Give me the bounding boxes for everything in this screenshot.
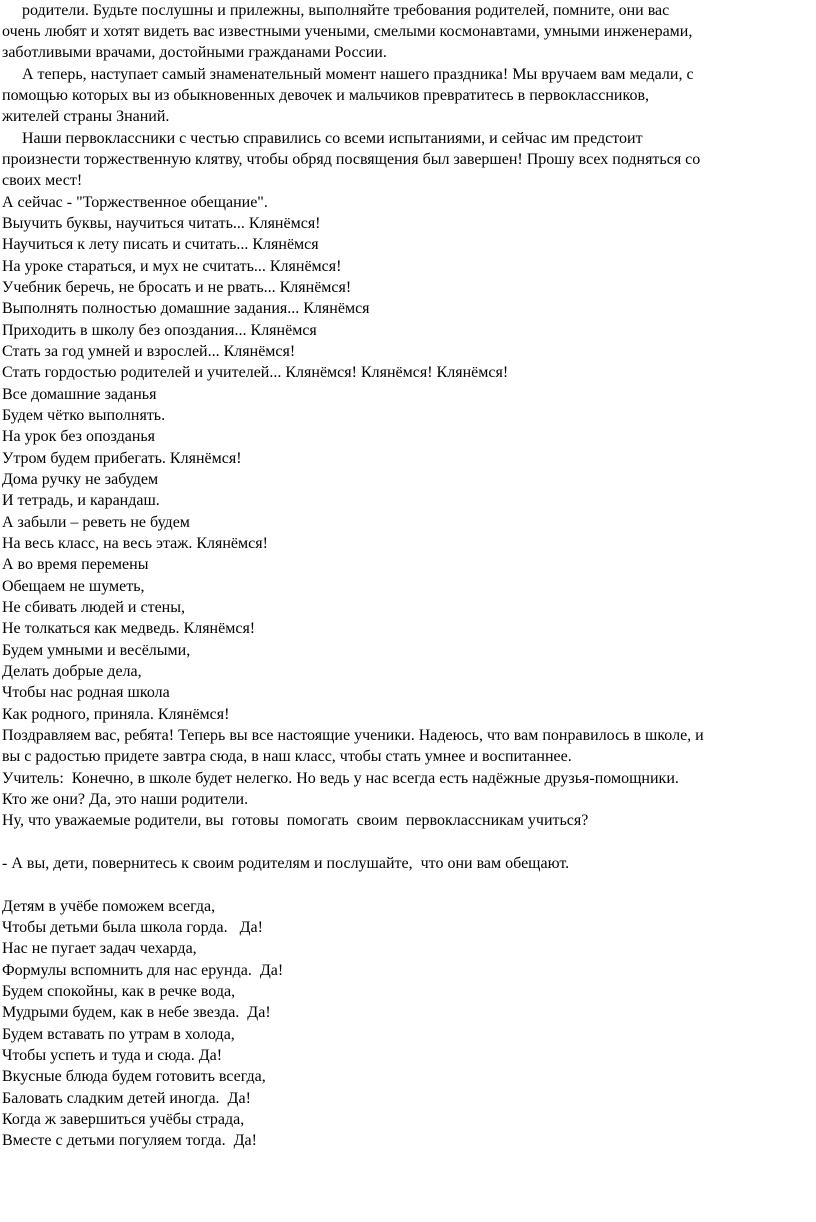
text-line: На уроке стараться, и мух не считать... Клянёмся! [2, 258, 342, 275]
text-line: А во время перемены [2, 556, 149, 573]
text-line: очень любят и хотят видеть вас известными учеными, смелыми космонавтами, умными инженерами, [2, 23, 693, 40]
text-line: Утром будем прибегать. Клянёмся! [2, 450, 242, 467]
text-line: Вместе с детьми погуляем тогда. Да! [2, 1132, 257, 1149]
text-line: Поздравляем вас, ребята! Теперь вы все настоящие ученики. Надеюсь, что вам понравилось в школе, и [2, 727, 704, 744]
text-line: И тетрадь, и карандаш. [2, 492, 160, 509]
text-line: Вкусные блюда будем готовить всегда, [2, 1068, 266, 1085]
text-line: Будем спокойны, как в речке вода, [2, 983, 236, 1000]
text-line: помощью которых вы из обыкновенных девочек и мальчиков превратитесь в первоклассников, [2, 87, 650, 104]
text-line: А сейчас - "Торжественное обещание". [2, 194, 268, 211]
text-line: Чтобы детьми была школа горда. Да! [2, 919, 263, 936]
text-line: Приходить в школу без опоздания... Клянёмся [2, 322, 317, 339]
text-line: Ну, что уважаемые родители, вы готовы помогать своим первоклассникам учиться? [2, 812, 589, 829]
text-line: Выполнять полностью домашние задания... Клянёмся [2, 300, 370, 317]
text-line: жителей страны Знаний. [2, 108, 170, 125]
text-line: Обещаем не шуметь, [2, 578, 145, 595]
text-line: - А вы, дети, повернитесь к своим родителям и послушайте, что они вам обещают. [2, 855, 570, 872]
text-line: Чтобы нас родная школа [2, 684, 170, 701]
text-line: На урок без опозданья [2, 428, 156, 445]
text-line: Мудрыми будем, как в небе звезда. Да! [2, 1004, 271, 1021]
text-line: Все домашние заданья [2, 386, 157, 403]
text-line: Чтобы успеть и туда и сюда. Да! [2, 1047, 223, 1064]
text-line: Делать добрые дела, [2, 663, 142, 680]
text-line: Учебник беречь, не бросать и не рвать... Клянёмся! [2, 279, 352, 296]
text-line: Дома ручку не забудем [2, 471, 159, 488]
text-line: Когда ж завершиться учёбы страда, [2, 1111, 245, 1128]
text-line: Баловать сладким детей иногда. Да! [2, 1090, 251, 1107]
text-line: Нас не пугает задач чехарда, [2, 940, 197, 957]
text-line: Детям в учёбе поможем всегда, [2, 898, 216, 915]
text-line: Стать гордостью родителей и учителей... Клянёмся! Клянёмся! Клянёмся! [2, 364, 509, 381]
text-line: Учитель: Конечно, в школе будет нелегко. Но ведь у нас всегда есть надёжные друзья-помощники. [2, 770, 679, 787]
text-line: произнести торжественную клятву, чтобы обряд посвящения был завершен! Прошу всех подняться со [2, 151, 701, 168]
text-line: Не толкаться как медведь. Клянёмся! [2, 620, 256, 637]
text-line: А теперь, наступает самый знаменательный момент нашего праздника! Мы вручаем вам медали, с [22, 66, 694, 83]
text-line: Не сбивать людей и стены, [2, 599, 185, 616]
text-line: Формулы вспомнить для нас ерунда. Да! [2, 962, 284, 979]
text-line: заботливыми врачами, достойными гражданами России. [2, 44, 387, 61]
text-line: Научиться к лету писать и считать... Клянёмся [2, 236, 319, 253]
text-line: родители. Будьте послушны и прилежны, выполняйте требования родителей, помните, они вас [22, 2, 670, 19]
text-line: На весь класс, на весь этаж. Клянёмся! [2, 535, 268, 552]
text-line: Наши первоклассники с честью справились со всеми испытаниями, и сейчас им предстоит [22, 130, 643, 147]
text-line: Будем вставать по утрам в холода, [2, 1026, 235, 1043]
text-line: Будем чётко выполнять. [2, 407, 166, 424]
text-line: Выучить буквы, научиться читать... Клянёмся! [2, 215, 321, 232]
text-line: своих мест! [2, 172, 83, 189]
text-line: Кто же они? Да, это наши родители. [2, 791, 249, 808]
text-line: Стать за год умней и взрослей... Клянёмся! [2, 343, 296, 360]
text-line: Как родного, приняла. Клянёмся! [2, 706, 230, 723]
text-line: А забыли – реветь не будем [2, 514, 190, 531]
text-line: Будем умными и весёлыми, [2, 642, 191, 659]
text-line: вы с радостью придете завтра сюда, в наш класс, чтобы стать умнее и воспитаннее. [2, 748, 572, 765]
